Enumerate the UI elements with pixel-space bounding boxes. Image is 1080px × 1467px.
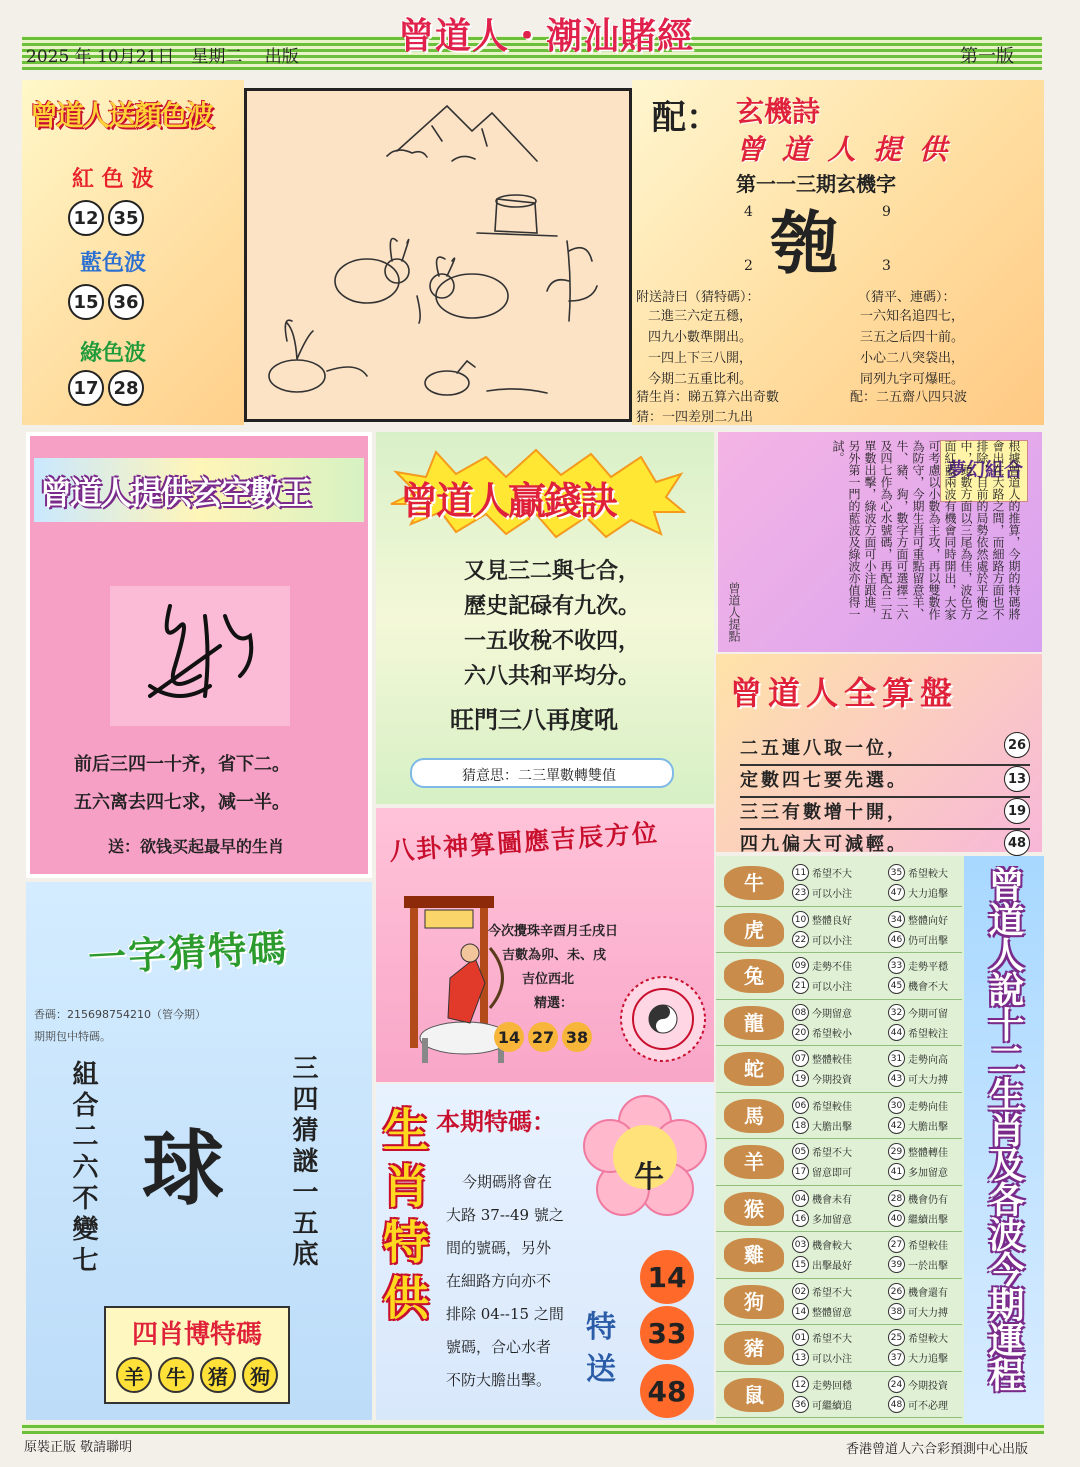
footer-left: 原裝正版 敬請聯明 — [24, 1440, 133, 1455]
xuankong-panel — [26, 432, 372, 878]
rabbit-illustration — [244, 88, 632, 422]
number-ball: 26 — [1004, 732, 1030, 758]
number-ball: 42 — [888, 1117, 905, 1134]
number-ball: 33 — [888, 957, 905, 974]
zodiac-animal-icon: 雞 — [724, 1238, 784, 1272]
zodiac-animal-icon: 豬 — [724, 1331, 784, 1365]
xuankong-line3: 送：欲钱买起最早的生肖 — [108, 837, 285, 856]
poem-line: 三五之后四十前。 — [860, 330, 965, 345]
number-ball: 21 — [792, 977, 809, 994]
fortune-text: 走勢不佳 — [812, 962, 852, 973]
fortune-text: 多加留意 — [908, 1168, 948, 1179]
zodiac-row — [716, 1139, 962, 1186]
calc-panel — [716, 654, 1042, 855]
number-ball: 29 — [888, 1143, 905, 1160]
zodiac-animal-icon: 馬 — [724, 1099, 784, 1133]
fortune-text: 希望較注 — [908, 1028, 948, 1040]
color-wave-title: 曾道人送顏色波 — [30, 99, 213, 132]
red-wave-label: 紅 色 波 — [72, 166, 154, 192]
calc-rows — [740, 734, 1030, 862]
number-ball: 05 — [792, 1143, 809, 1160]
fortune-text: 一於出擊 — [908, 1261, 948, 1272]
zodiac-row — [716, 860, 962, 907]
number-ball: 02 — [792, 1283, 809, 1300]
number-ball: 36 — [108, 284, 144, 320]
zodiac-ball: 牛 — [158, 1357, 194, 1393]
number-ball: 12 — [68, 200, 104, 236]
number-ball: 34 — [888, 911, 905, 928]
fortune-text: 多加留意 — [812, 1214, 852, 1226]
number-ball: 13 — [1004, 766, 1030, 792]
number-ball: 15 — [792, 1256, 809, 1273]
onechar-char: 球 — [142, 1121, 225, 1217]
onechar-panel — [26, 882, 372, 1420]
number-ball: 10 — [792, 911, 809, 928]
zodiac-animal-icon: 鼠 — [724, 1378, 784, 1412]
cursive-character-icon — [110, 586, 290, 726]
onechar-right-vert: 三四猜謎一五底 — [288, 1054, 318, 1271]
win-extra: 旺門三八再度吼 — [450, 705, 618, 734]
zodiac-special-title: 本期特碼： — [436, 1107, 556, 1136]
xuankong-cursive-glyph — [110, 586, 290, 726]
four-zodiac-list — [106, 1357, 288, 1393]
number-ball: 35 — [108, 200, 144, 236]
number-ball: 24 — [888, 1376, 905, 1393]
onechar-left-vert: 組合二六不變七 — [68, 1060, 98, 1277]
calc-title: 曾道人全算盤 — [730, 674, 959, 712]
zodiac-ball: 猪 — [200, 1357, 236, 1393]
zodiac-row — [716, 1325, 962, 1372]
zodiac-special-panel — [376, 1084, 714, 1420]
twelve-panel — [716, 856, 1044, 1424]
fortune-text: 希望較佳 — [908, 1241, 948, 1252]
poem-provider: 曾 道 人 提 供 — [736, 133, 951, 166]
zodiac-ball: 羊 — [116, 1357, 152, 1393]
zodiac-animal-icon: 蛇 — [724, 1052, 784, 1086]
poem-right-head: （猜平、連碼）： — [858, 290, 956, 305]
number-ball: 30 — [888, 1097, 905, 1114]
number-ball: 17 — [68, 370, 104, 406]
fortune-text: 可以小注 — [812, 889, 852, 900]
fortune-text: 希望較大 — [908, 869, 948, 880]
number-ball: 46 — [888, 931, 905, 948]
number-ball: 20 — [792, 1024, 809, 1041]
zodiac-row — [716, 1000, 962, 1047]
rabbits-sketch-icon — [247, 91, 629, 419]
zodiac-row — [716, 1093, 962, 1140]
fortune-text: 出擊最好 — [812, 1261, 852, 1272]
number-ball: 41 — [888, 1163, 905, 1180]
twelve-title-bar — [964, 856, 1044, 1424]
bagua-line4: 精選： — [534, 996, 574, 1011]
poem-title: 玄機詩 — [736, 95, 821, 128]
zodiac-row — [716, 953, 962, 1000]
poem-right-lines — [860, 306, 964, 390]
xuankong-line2: 五六离去四七求，减一半。 — [74, 792, 290, 813]
poem-panel — [632, 80, 1044, 425]
fortune-text: 今期可留 — [908, 1008, 948, 1020]
number-ball: 48 — [888, 1396, 905, 1413]
fortune-text: 仍可出擊 — [908, 935, 948, 947]
fortune-text: 今期投資 — [812, 1075, 852, 1086]
number-ball: 09 — [792, 957, 809, 974]
special-line: 排除 04--15 之間 — [446, 1305, 564, 1323]
poem-guess-line: 猜：一四差別二九出 — [636, 410, 754, 425]
fortune-text: 整體向好 — [908, 915, 948, 927]
fortune-text: 走勢向佳 — [908, 1101, 948, 1113]
number-ball: 48 — [640, 1364, 694, 1418]
fortune-text: 希望不大 — [812, 1287, 852, 1299]
special-line: 號碼，合心水者 — [446, 1338, 552, 1356]
onechar-ref2: 期期包中特碼。 — [34, 1030, 111, 1043]
bagua-numbers — [494, 1022, 592, 1052]
fortune-text: 大力追擊 — [908, 1354, 948, 1365]
number-ball: 37 — [888, 1349, 905, 1366]
special-line: 間的號碼，另外 — [446, 1239, 552, 1257]
calc-row-text: 定數四七要先選。 — [740, 770, 908, 791]
fortune-text: 希望較佳 — [812, 1101, 852, 1113]
number-ball: 17 — [792, 1163, 809, 1180]
calc-row — [740, 798, 1030, 830]
special-number-2 — [640, 1306, 694, 1360]
poem-line: 一六知名追四七， — [860, 309, 965, 324]
number-ball: 23 — [792, 884, 809, 901]
number-ball: 27 — [888, 1236, 905, 1253]
number-ball: 06 — [792, 1097, 809, 1114]
poem-line: 小心二八突袋出， — [860, 351, 965, 366]
green-wave-numbers — [68, 370, 144, 406]
fortune-text: 整體留意 — [812, 1307, 852, 1319]
number-ball: 33 — [640, 1306, 694, 1360]
number-ball: 03 — [792, 1236, 809, 1253]
win-line: 又見三二與七合， — [464, 558, 641, 584]
fortune-text: 機會未有 — [812, 1194, 852, 1206]
zodiac-special-lines — [446, 1166, 564, 1397]
fortune-text: 可以小注 — [812, 935, 852, 947]
dream-panel — [718, 432, 1042, 652]
win-hint: 猜意思：二三單數轉雙值 — [462, 768, 616, 784]
special-number-3 — [640, 1364, 694, 1418]
bagua-line3: 吉位西北 — [522, 972, 575, 987]
dream-sign: 曾道人提點 — [727, 582, 741, 642]
song-label: 送 — [586, 1352, 616, 1387]
number-ball: 31 — [888, 1050, 905, 1067]
number-ball: 04 — [792, 1190, 809, 1207]
calc-row-text: 四九偏大可減輕。 — [740, 834, 908, 855]
special-number-1 — [640, 1250, 694, 1304]
zodiac-animal-icon: 狗 — [724, 1285, 784, 1319]
poem-pei-line: 配：二五齋八四只波 — [850, 390, 968, 405]
fortune-text: 可大力搏 — [908, 1307, 948, 1319]
fortune-text: 機會較大 — [812, 1241, 852, 1252]
zodiac-row — [716, 1232, 962, 1279]
number-ball: 07 — [792, 1050, 809, 1067]
zodiac-ball: 狗 — [242, 1357, 278, 1393]
bagua-wheel-icon — [618, 974, 708, 1064]
pei-label: 配： — [652, 98, 720, 138]
poem-issue: 第一一三期玄機字 — [736, 172, 896, 196]
number-ball: 44 — [888, 1024, 905, 1041]
xuankong-title-bar — [34, 458, 364, 522]
header-date: 2025 年 10月21日 星期二 出版 — [26, 47, 299, 67]
twelve-rows — [716, 860, 962, 1418]
zodiac-row — [716, 1372, 962, 1419]
fortune-text: 希望不大 — [812, 1334, 852, 1345]
fortune-text: 今期留意 — [812, 1008, 852, 1020]
number-ball: 27 — [528, 1022, 558, 1052]
color-wave-panel — [22, 80, 244, 425]
green-wave-label: 綠色波 — [80, 340, 147, 366]
win-line: 歷史記碌有九次。 — [464, 593, 641, 619]
number-ball: 39 — [888, 1256, 905, 1273]
number-ball: 26 — [888, 1283, 905, 1300]
calc-row — [740, 734, 1030, 766]
number-ball: 45 — [888, 977, 905, 994]
te-label: 特 — [586, 1310, 616, 1345]
number-ball: 38 — [562, 1022, 592, 1052]
four-zodiac-box — [104, 1306, 290, 1404]
zodiac-special-animal: 牛 — [634, 1160, 664, 1195]
zodiac-animal-icon: 羊 — [724, 1145, 784, 1179]
fortune-text: 走勢向高 — [908, 1055, 948, 1066]
fortune-text: 整體良好 — [812, 915, 852, 927]
number-ball: 11 — [792, 864, 809, 881]
fortune-text: 走勢回穩 — [812, 1380, 852, 1392]
poem-line: 同列九字可爆旺。 — [860, 372, 965, 387]
bagua-title: 八卦神算圖應吉辰方位 — [388, 818, 660, 866]
zodiac-animal-icon: 兔 — [724, 959, 784, 993]
number-ball: 40 — [888, 1210, 905, 1227]
red-wave-numbers — [68, 200, 144, 236]
edition-label: 第一版 — [960, 46, 1014, 67]
fortune-text: 希望不大 — [812, 1148, 852, 1159]
fortune-text: 可繼續追 — [812, 1400, 852, 1412]
zodiac-animal-icon: 龍 — [724, 1006, 784, 1040]
special-line: 在細路方向亦不 — [446, 1272, 552, 1290]
corner-num: 9 — [882, 204, 891, 220]
bagua-line1: 今次攪珠辛酉月壬戌日 — [488, 924, 619, 939]
poem-line: 四九小數準開出。 — [648, 330, 753, 345]
special-line: 今期碼將會在 — [462, 1173, 553, 1191]
fortune-text: 大膽出擊 — [812, 1121, 852, 1133]
blue-wave-label: 藍色波 — [80, 250, 147, 276]
win-lines — [464, 554, 640, 694]
fortune-text: 留意即可 — [812, 1168, 852, 1179]
fortune-text: 大膽出擊 — [908, 1121, 948, 1133]
fortune-text: 希望不大 — [812, 869, 852, 880]
zodiac-special-vert-title: 生肖特供 — [376, 1106, 430, 1330]
number-ball: 14 — [792, 1303, 809, 1320]
corner-num: 3 — [882, 258, 891, 274]
zodiac-animal-icon: 虎 — [724, 913, 784, 947]
fortune-text: 整體較佳 — [812, 1055, 852, 1066]
win-line: 一五收稅不收四， — [464, 628, 641, 654]
fortune-text: 可以小注 — [812, 982, 852, 993]
blue-wave-numbers — [68, 284, 144, 320]
fortune-text: 今期投資 — [908, 1380, 948, 1392]
number-ball: 16 — [792, 1210, 809, 1227]
calc-row — [740, 766, 1030, 798]
win-line: 六八共和平均分。 — [464, 663, 641, 689]
zodiac-row — [716, 1186, 962, 1233]
zodiac-row — [716, 907, 962, 954]
page-title: 曾道人・潮汕賭經 — [398, 15, 695, 57]
fortune-text: 可大力搏 — [908, 1075, 948, 1086]
xuankong-line1: 前后三四一十齐，省下二。 — [74, 754, 290, 775]
twelve-title: 曾道人說十二生肖及各波今期運程 — [983, 866, 1025, 1391]
poem-left-head: 附送詩曰（猜特碼）： — [636, 290, 760, 305]
fortune-text: 整體轉佳 — [908, 1148, 948, 1159]
bagua-panel — [376, 808, 714, 1082]
fortune-text: 機會還有 — [908, 1287, 948, 1299]
number-ball: 36 — [792, 1396, 809, 1413]
poem-line: 二進三六定五穩， — [648, 309, 753, 324]
footer-bar — [22, 1424, 1044, 1434]
corner-num: 4 — [744, 204, 753, 220]
fortune-text: 機會仍有 — [908, 1194, 948, 1206]
number-ball: 48 — [1004, 830, 1030, 856]
number-ball: 28 — [888, 1190, 905, 1207]
win-hint-box — [410, 758, 674, 788]
footer-right: 香港曾道人六合彩預測中心出版 — [846, 1442, 1029, 1457]
fortune-text: 希望較小 — [812, 1028, 852, 1040]
number-ball: 35 — [888, 864, 905, 881]
poem-zodiac-line: 猜生肖：睇五算六出奇數 — [636, 390, 780, 405]
mystery-char: 匏 — [770, 204, 839, 284]
zodiac-row — [716, 1279, 962, 1326]
number-ball: 43 — [888, 1070, 905, 1087]
zodiac-animal-icon: 牛 — [724, 866, 784, 900]
dream-text: 根據曾道人的推算，今期的特碼將會出在大路之間，而細路方面也不排除，目前的局勢依然處於平衡之中，頭數方面以三尾為佳，波色方面紅藍兩波有機會同時開出，大家可考慮以小數為主攻，再以雙數作為防守，今期生肖可重點留意羊、牛、豬、狗，數字方面可選擇二六及四七作為心水號碼，再配合二五單數出擊，綠波方面可小注跟進，另外第一門的藍波及綠波亦值得一試。 — [831, 440, 1021, 620]
number-ball: 47 — [888, 884, 905, 901]
number-ball: 12 — [792, 1376, 809, 1393]
win-title: 曾道人贏錢訣 — [400, 478, 617, 523]
dream-title: 夢幻組合 — [947, 459, 1024, 481]
zodiac-row — [716, 1046, 962, 1093]
bagua-line2: 吉數為卯、未、戌 — [502, 948, 607, 963]
number-ball: 28 — [108, 370, 144, 406]
fortune-text: 希望較大 — [908, 1334, 948, 1345]
number-ball: 15 — [68, 284, 104, 320]
fortune-text: 機會不大 — [908, 982, 948, 993]
poem-left-lines — [648, 306, 752, 390]
win-panel — [376, 432, 714, 804]
number-ball: 01 — [792, 1329, 809, 1346]
fortune-text: 走勢平穩 — [908, 962, 948, 973]
number-ball: 32 — [888, 1004, 905, 1021]
calc-row-text: 二五連八取一位， — [740, 738, 908, 759]
number-ball: 08 — [792, 1004, 809, 1021]
fortune-text: 大力追擊 — [908, 889, 948, 900]
poem-line: 今期二五重比利。 — [648, 372, 753, 387]
number-ball: 19 — [792, 1070, 809, 1087]
fortune-text: 繼續出擊 — [908, 1214, 948, 1226]
calc-row-text: 三三有數增十開， — [740, 802, 908, 823]
onechar-ref: 香碼：215698754210（管今期） — [34, 1008, 206, 1021]
number-ball: 13 — [792, 1349, 809, 1366]
fortune-text: 可不必理 — [908, 1400, 948, 1412]
corner-num: 2 — [744, 258, 753, 274]
four-zodiac-title: 四肖博特碼 — [131, 1320, 262, 1350]
number-ball: 22 — [792, 931, 809, 948]
fortune-text: 可以小注 — [812, 1354, 852, 1365]
onechar-title: 一字猜特碼 — [87, 924, 290, 981]
special-line: 大路 37--49 號之 — [446, 1206, 564, 1224]
number-ball: 18 — [792, 1117, 809, 1134]
number-ball: 38 — [888, 1303, 905, 1320]
zodiac-animal-icon: 猴 — [724, 1192, 784, 1226]
number-ball: 14 — [640, 1250, 694, 1304]
number-ball: 25 — [888, 1329, 905, 1346]
number-ball: 14 — [494, 1022, 524, 1052]
xuankong-title: 曾道人提供玄空數王 — [40, 474, 311, 512]
special-line: 不防大膽出擊。 — [446, 1371, 552, 1389]
number-ball: 19 — [1004, 798, 1030, 824]
poem-line: 一四上下三八開， — [648, 351, 753, 366]
